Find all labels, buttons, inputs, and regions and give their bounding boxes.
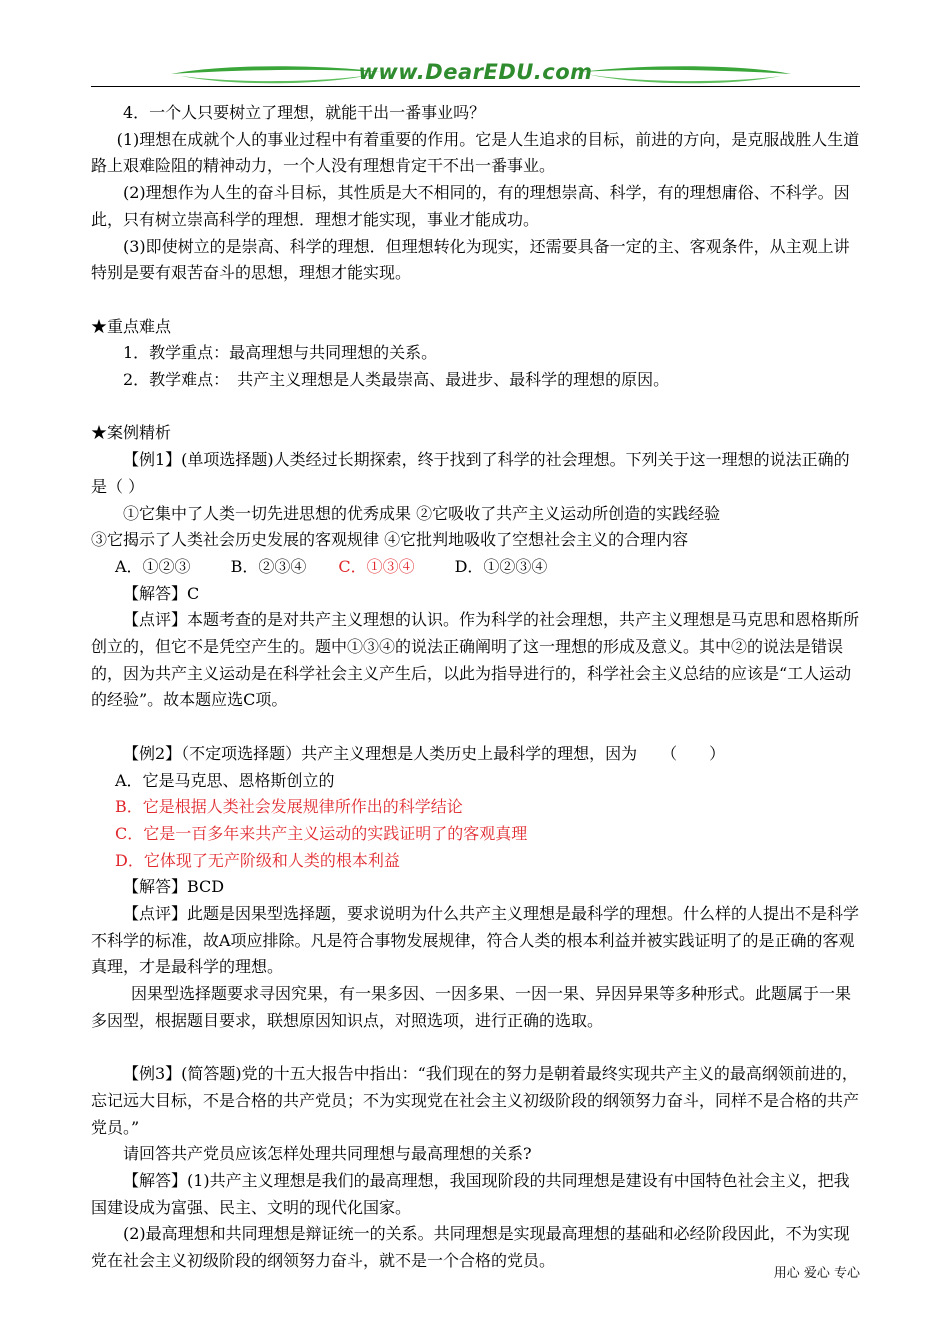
example-1-options (91, 554, 860, 581)
header-rule (91, 86, 860, 87)
key-points-heading: ★重点难点 (91, 316, 172, 336)
example-3-answer-2: (2)最高理想和共同理想是辩证统一的关系。共同理想是实现最高理想的基础和必经阶段因此，不为实现党在社会主义初级阶段的纲领努力奋斗，就不是一个合格的党员。 (91, 1224, 850, 1271)
key-point-1: 1．教学重点：最高理想与共同理想的关系。 (123, 343, 438, 363)
example-1-option-d: D．①②③④ (454, 556, 548, 576)
q4-paragraph-3: (3)即使树立的是崇高、科学的理想．但理想转化为现实，还需要具备一定的主、客观条件，从主观上讲特别是要有艰苦奋斗的思想，理想才能实现。 (91, 236, 850, 283)
page-footer: 用心 爱心 专心 (773, 1266, 860, 1281)
page-header (91, 58, 860, 90)
document-body (91, 100, 860, 1275)
cases-heading: ★案例精析 (91, 423, 172, 443)
example-2-option-b: B．它是根据人类社会发展规律所作出的科学结论 (115, 797, 463, 817)
example-1-statements-2: ③它揭示了人类社会历史发展的客观规律 ④它批判地吸收了空想社会主义的合理内容 (91, 530, 689, 550)
example-2-option-c: C．它是一百多年来共产主义运动的实践证明了的客观真理 (115, 823, 528, 843)
example-3-question: 请回答共产党员应该怎样处理共同理想与最高理想的关系? (123, 1144, 532, 1164)
right-swoosh-icon (581, 62, 791, 86)
example-1-comment: 【点评】本题考查的是对共产主义理想的认识。作为科学的社会理想，共产主义理想是马克思和恩格斯所创立的，但它不是凭空产生的。题中①③④的说法正确阐明了这一理想的形成及意义。其中②的说法是错误的，因为共产主义运动是在科学社会主义产生后，以此为指导进行的，科学社会主义总结的应该是“工人运动的经验”。故本题应选C项。 (91, 610, 860, 710)
q4-paragraph-2: (2)理想作为人生的奋斗目标，其性质是大不相同的，有的理想崇高、科学，有的理想庸俗、不科学。因此，只有树立崇高科学的理想．理想才能实现，事业才能成功。 (91, 183, 850, 229)
example-1-answer: 【解答】C (123, 583, 200, 603)
example-3-stem: 【例3】(简答题)党的十五大报告中指出：“我们现在的努力是朝着最终实现共产主义的最高纲领前进的，忘记远大目标，不是合格的共产党员；不为实现党在社会主义初级阶段的纲领努力奋斗，同样不是合格的共产党员。” (91, 1064, 860, 1137)
example-2-option-a: A．它是马克思、恩格斯创立的 (115, 770, 335, 790)
key-point-2: 2．教学难点： 共产主义理想是人类最崇高、最进步、最科学的理想的原因。 (123, 370, 670, 390)
example-3-answer-1: 【解答】(1)共产主义理想是我们的最高理想，我国现阶段的共同理想是建设有中国特色社会主义，把我国建设成为富强、民主、文明的现代化国家。 (91, 1171, 850, 1217)
example-1-option-c: C．①③④ (338, 556, 415, 576)
example-2-comment: 【点评】此题是因果型选择题，要求说明为什么共产主义理想是最科学的理想。什么样的人提出不是科学不科学的标准，故A项应排除。凡是符合事物发展规律，符合人类的根本利益并被实践证明了的是正确的客观真理，才是最科学的理想。 (91, 904, 860, 977)
example-2-stem: 【例2】（不定项选择题）共产主义理想是人类历史上最科学的理想，因为 （ ） (123, 743, 726, 763)
site-logo: www.DearEDU.com (358, 60, 593, 84)
example-1-option-a: A．①②③ (115, 556, 191, 576)
q4-paragraph-1: (1)理想在成就个人的事业过程中有着重要的作用。它是人生追求的目标，前进的方向，是克服战胜人生道路上艰难险阻的精神动力，一个人没有理想肯定干不出一番事业。 (91, 129, 860, 176)
example-2-option-d: D．它体现了无产阶级和人类的根本利益 (115, 850, 400, 870)
q4-title: 4．一个人只要树立了理想，就能干出一番事业吗？ (123, 103, 486, 122)
example-1-statements-1: ①它集中了人类一切先进思想的优秀成果 ②它吸收了共产主义运动所创造的实践经验 (123, 503, 721, 523)
example-2-answer: 【解答】BCD (123, 877, 225, 897)
example-1-option-b: B．②③④ (230, 556, 307, 576)
example-2-note: 因果型选择题要求寻因究果，有一果多因、一因多果、一因一果、异因异果等多种形式。此题属于一果多因型，根据题目要求，联想原因知识点，对照选项，进行正确的选取。 (91, 984, 852, 1030)
example-1-stem: 【例1】(单项选择题)人类经过长期探索，终于找到了科学的社会理想。下列关于这一理想的说法正确的是（ ） (91, 450, 850, 496)
